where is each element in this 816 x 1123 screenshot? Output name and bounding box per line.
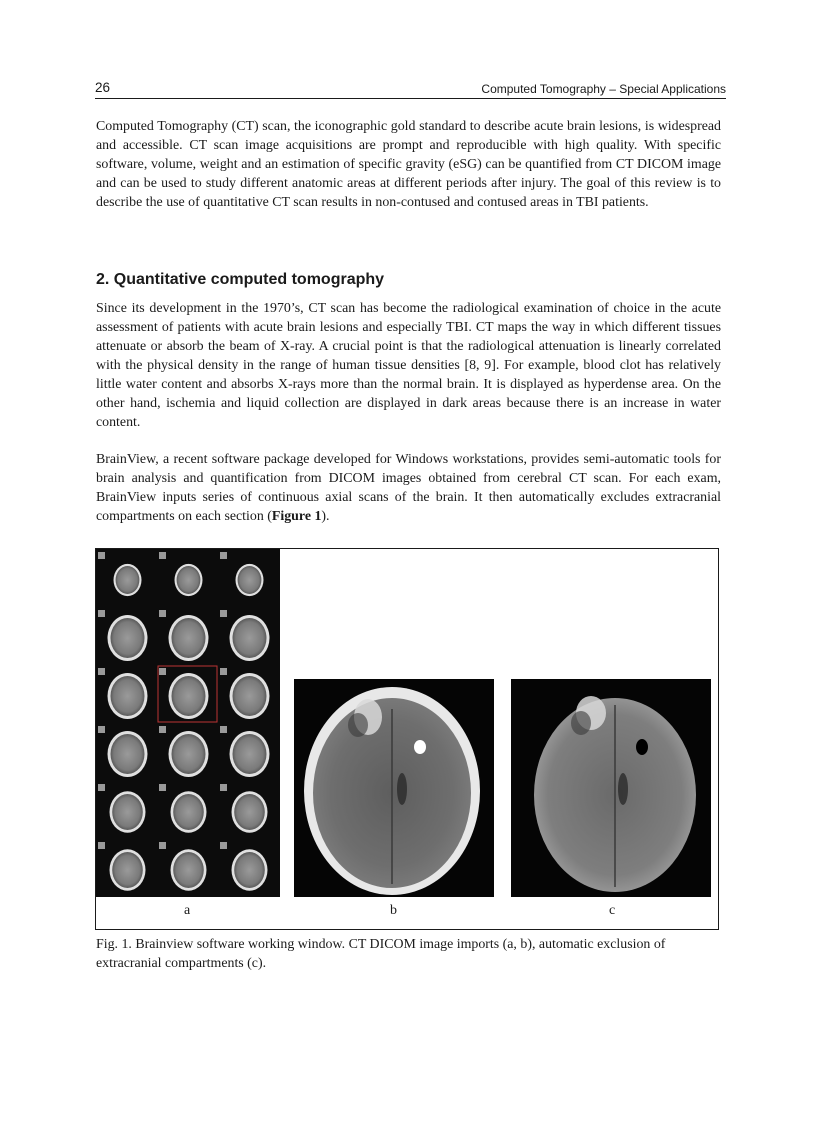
body-paragraph-2 (96, 450, 721, 526)
panel-label-c: c (609, 903, 616, 918)
figure-1 (95, 548, 719, 930)
paragraph-2-text: BrainView, a recent software package developed for Windows workstations, provides semi-automatic tools for brain analysis and quantification from DICOM images obtained from cerebral CT scan. For each exam, BrainView inputs series of continuous axial scans of the brain. It then automatically excludes extracranial compartments on each section ( (96, 452, 721, 524)
figure-reference: Figure 1 (271, 509, 322, 524)
panel-label-b: b (390, 903, 397, 918)
page-header (95, 78, 726, 99)
running-title: Computed Tomography – Special Applications (481, 82, 726, 96)
body-paragraph-1: Since its development in the 1970’s, CT scan has become the radiological examination of choice in the acute assessment of patients with acute brain lesions and especially TBI. CT maps the way in which different tissues attenuate or absorb the beam of X-ray. A crucial point is that the radiological attenuation is linearly correlated with the physical density in the range of human tissue densities [8, 9]. For example, blood clot has relatively little water content and absorbs X-rays more than the normal brain. It is displayed as hyperdense area. On the other hand, ischemia and liquid collection are displayed in dark areas because there is an increase in water content. (96, 301, 721, 430)
paragraph-2-end: ). (321, 509, 330, 524)
figure-caption: Fig. 1. Brainview software working window. CT DICOM image imports (a, b), automatic exclusion of extracranial compartments (c). (96, 937, 666, 971)
ct-scan-c-image (511, 679, 711, 897)
panel-label-a: a (184, 903, 191, 918)
section-heading: 2. Quantitative computed tomography (96, 271, 385, 288)
page-number: 26 (95, 80, 111, 95)
ct-scan-b-image (294, 679, 494, 897)
thumbnail-grid-image (96, 549, 280, 897)
intro-paragraph: Computed Tomography (CT) scan, the iconographic gold standard to describe acute brain lesions, is widespread and accessible. CT scan image acquisitions are prompt and reproducible with high quality. With specific software, volume, weight and an estimation of specific gravity (eSG) can be quantified from CT DICOM image and can be used to study different anatomic areas at different periods after injury. The goal of this review is to describe the use of quantitative CT scan results in non-contused and contused areas in TBI patients. (96, 119, 721, 210)
